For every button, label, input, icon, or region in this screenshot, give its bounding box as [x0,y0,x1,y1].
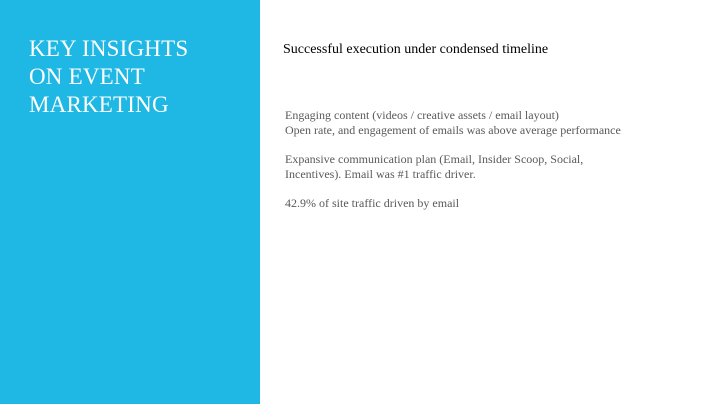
title-panel [0,0,260,404]
slide-title [29,35,249,119]
insight-line: 42.9% of site traffic driven by email [285,196,460,210]
slide-title-line: MARKETING [29,92,169,117]
insight-line: Open rate, and engagement of emails was above average performance [285,123,621,137]
insight-line: Expansive communication plan (Email, Insider Scoop, Social, [285,152,584,166]
insight-paragraph [285,196,645,211]
insight-line: Engaging content (videos / creative assets / email layout) [285,108,559,122]
insight-line: Incentives). Email was #1 traffic driver. [285,167,476,181]
insights-body [285,108,645,225]
insight-paragraph [285,152,645,182]
insight-paragraph [285,108,645,138]
slide-title-line: KEY INSIGHTS [29,36,189,61]
headline: Successful execution under condensed timeline [283,42,549,57]
slide-title-line: ON EVENT [29,64,145,89]
